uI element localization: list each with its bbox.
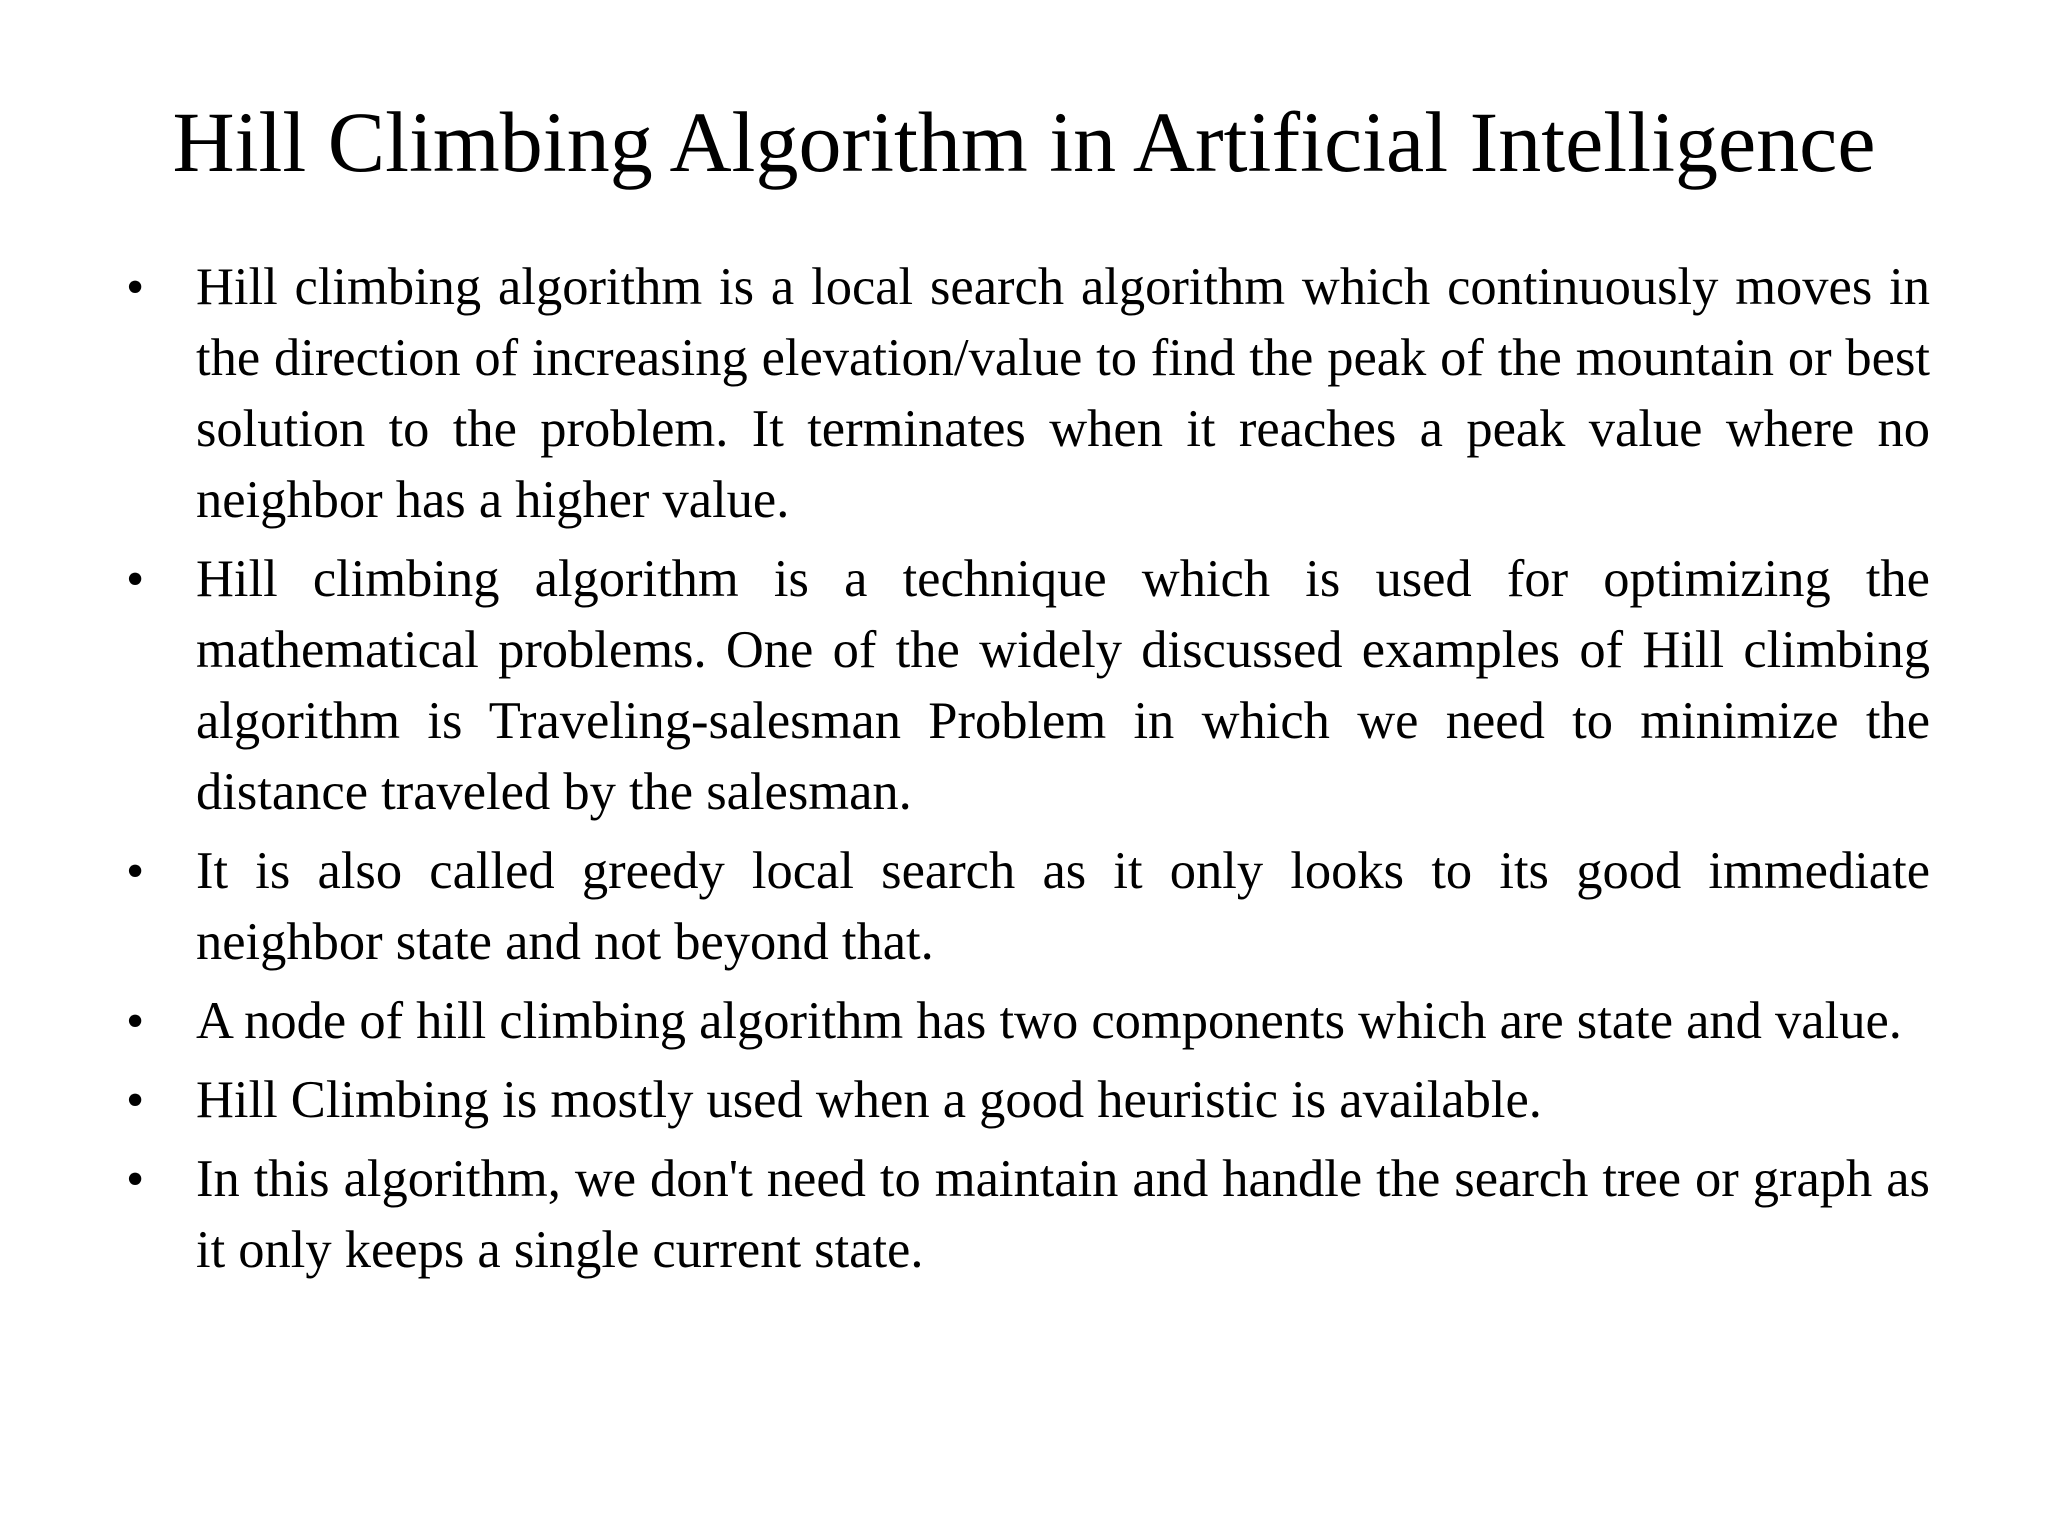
bullet-item [120,544,1930,828]
bullet-dot-icon: • [126,259,145,316]
bullet-text: Hill climbing algorithm is a technique which is used for optimizing the mathematical problems. One of the widely discussed examples of Hill climbing algorithm is Traveling-salesman Problem in which we need to minimize the distance traveled by the salesman. [196,550,1930,821]
bullet-item [120,1065,1930,1136]
bullet-text: A node of hill climbing algorithm has two components which are state and value. [196,992,1902,1050]
bullet-item [120,252,1930,536]
bullet-item [120,1144,1930,1286]
bullet-text: Hill climbing algorithm is a local search algorithm which continuously moves in the direction of increasing elevation/value to find the peak of the mountain or best solution to the problem. It terminates when it reaches a peak value where no neighbor has a higher value. [196,258,1930,529]
bullet-list [120,252,1930,1294]
bullet-item [120,836,1930,978]
slide-title: Hill Climbing Algorithm in Artificial Intelligence [172,94,1876,190]
bullet-dot-icon: • [126,993,145,1050]
bullet-dot-icon: • [126,551,145,608]
bullet-dot-icon: • [126,1151,145,1208]
bullet-text: Hill Climbing is mostly used when a good heuristic is available. [196,1071,1542,1129]
bullet-dot-icon: • [126,843,145,900]
bullet-item [120,986,1930,1057]
bullet-text: It is also called greedy local search as it only looks to its good immediate neighbor state and not beyond that. [196,842,1930,971]
bullet-dot-icon: • [126,1072,145,1129]
bullet-text: In this algorithm, we don't need to maintain and handle the search tree or graph as it only keeps a single current state. [196,1150,1930,1279]
